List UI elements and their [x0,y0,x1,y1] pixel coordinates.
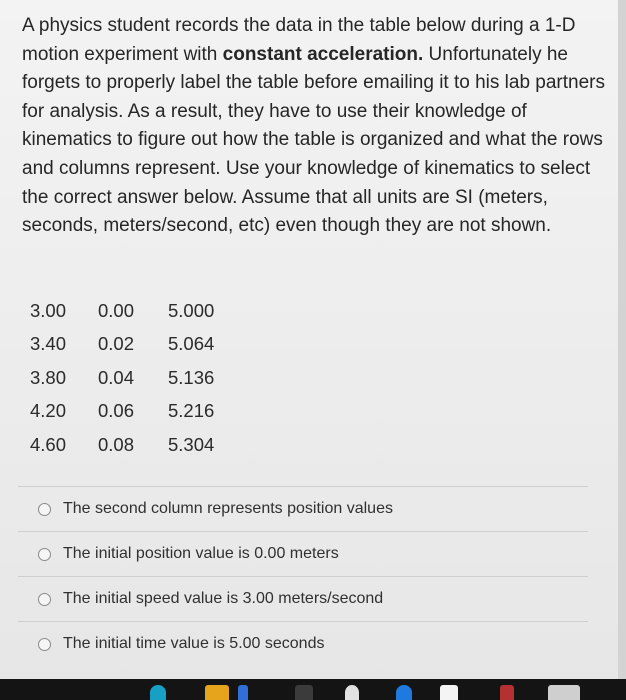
option-label: The second column represents position values [63,500,393,517]
screen-edge [618,0,626,680]
table-cell: 5.304 [168,433,215,455]
table-row [30,294,238,328]
option-label: The initial speed value is 3.00 meters/second [63,590,384,607]
table-cell: 3.40 [30,333,67,355]
radio-button[interactable] [38,638,51,651]
app-icon[interactable] [150,685,166,700]
table-cell: 5.136 [168,366,215,388]
table-cell: 0.06 [98,400,135,422]
table-cell: 3.00 [30,299,67,321]
question-part-2: Unfortunately he forgets to properly label the table before emailing it to his lab partners for analysis. As a result, they have to use their knowledge of kinematics to figure out how the table is organized and what the rows and columns represent. Use your knowledge of kinematics to select the correct answer below. Assume that all units are SI (meters, seconds, meters/second, etc) even though they are not shown. [22,43,605,237]
question-part-1: A physics student records the data in the table below during a 1-D motion experiment with [22,15,576,65]
app-icon[interactable] [500,685,514,700]
question-bold: constant acceleration. [222,43,424,65]
table-cell: 5.000 [168,299,215,321]
answer-option-3[interactable] [18,576,588,621]
question-text [22,12,607,241]
table-cell: 0.08 [98,433,135,455]
table-row [30,328,238,362]
answer-option-1[interactable] [18,486,588,531]
radio-button[interactable] [38,548,51,561]
app-icon[interactable] [548,685,580,700]
table-cell: 3.80 [30,366,67,388]
table-row [30,361,238,395]
app-icon[interactable] [396,685,412,700]
option-label: The initial time value is 5.00 seconds [63,635,325,652]
table-cell: 0.02 [98,333,135,355]
app-icon[interactable] [440,685,458,700]
app-icon[interactable] [345,685,359,700]
table-cell: 0.04 [98,366,135,388]
radio-button[interactable] [38,593,51,606]
taskbar [0,679,626,700]
table-cell: 4.20 [30,400,67,422]
table-cell: 0.00 [98,299,135,321]
table-row [30,395,238,429]
answer-option-2[interactable] [18,531,588,576]
radio-button[interactable] [38,503,51,516]
table-row [30,428,238,462]
app-icon[interactable] [238,685,248,700]
table-cell: 4.60 [30,433,67,455]
option-label: The initial position value is 0.00 meters [63,545,339,562]
answer-option-4[interactable] [18,621,588,666]
table-cell: 5.064 [168,333,215,355]
app-icon[interactable] [205,685,229,700]
table-cell: 5.216 [168,400,215,422]
data-table [30,294,238,462]
app-icon[interactable] [295,685,313,700]
answer-options [18,486,588,666]
